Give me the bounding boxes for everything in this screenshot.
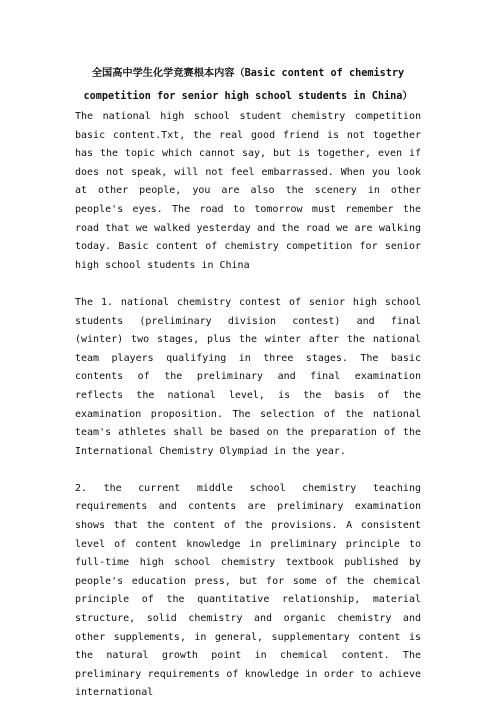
paragraph-teaching-requirements: 2. the current middle school chemistry teaching requirements and contents are preliminary examination shows that the content of the provisions. A consistent level of content knowledge in preliminary principle to full-time high school chemistry textbook published by people's education press, but for some of the chemical principle of the quantitative relationship, material structure, solid chemistry and organic chemistry and other supplements, in general, supplementary content is the natural growth point in chemical content. The preliminary requirements of knowledge in order to achieve international [75, 482, 421, 699]
paragraph-intro: The national high school student chemistry competition basic content.Txt, the real good friend is not together has the topic which cannot say, but is together, even if does not speak, will not feel embarrassed. When you look at other people, you are also the scenery in other people's eyes. The road to tomorrow must remember the road that we walked yesterday and the road we are walking today. Basic content of chemistry competition for senior high school students in China [75, 111, 421, 271]
paragraph-contest-stages: The 1. national chemistry contest of senior high school students (preliminary division contest) and final (winter) two stages, plus the winter after the national team players qualifying in three stages. The basic contents of the preliminary and final examination reflects the national level, is the basis of the examination proposition. The selection of the national team's athletes shall be based on the preparation of the International Chemistry Olympiad in the year. [75, 296, 421, 457]
document-title: 全国高中学生化学竞赛根本内容（Basic content of chemistry competition for senior high school students in China） [83, 68, 413, 102]
document-body [75, 62, 421, 703]
